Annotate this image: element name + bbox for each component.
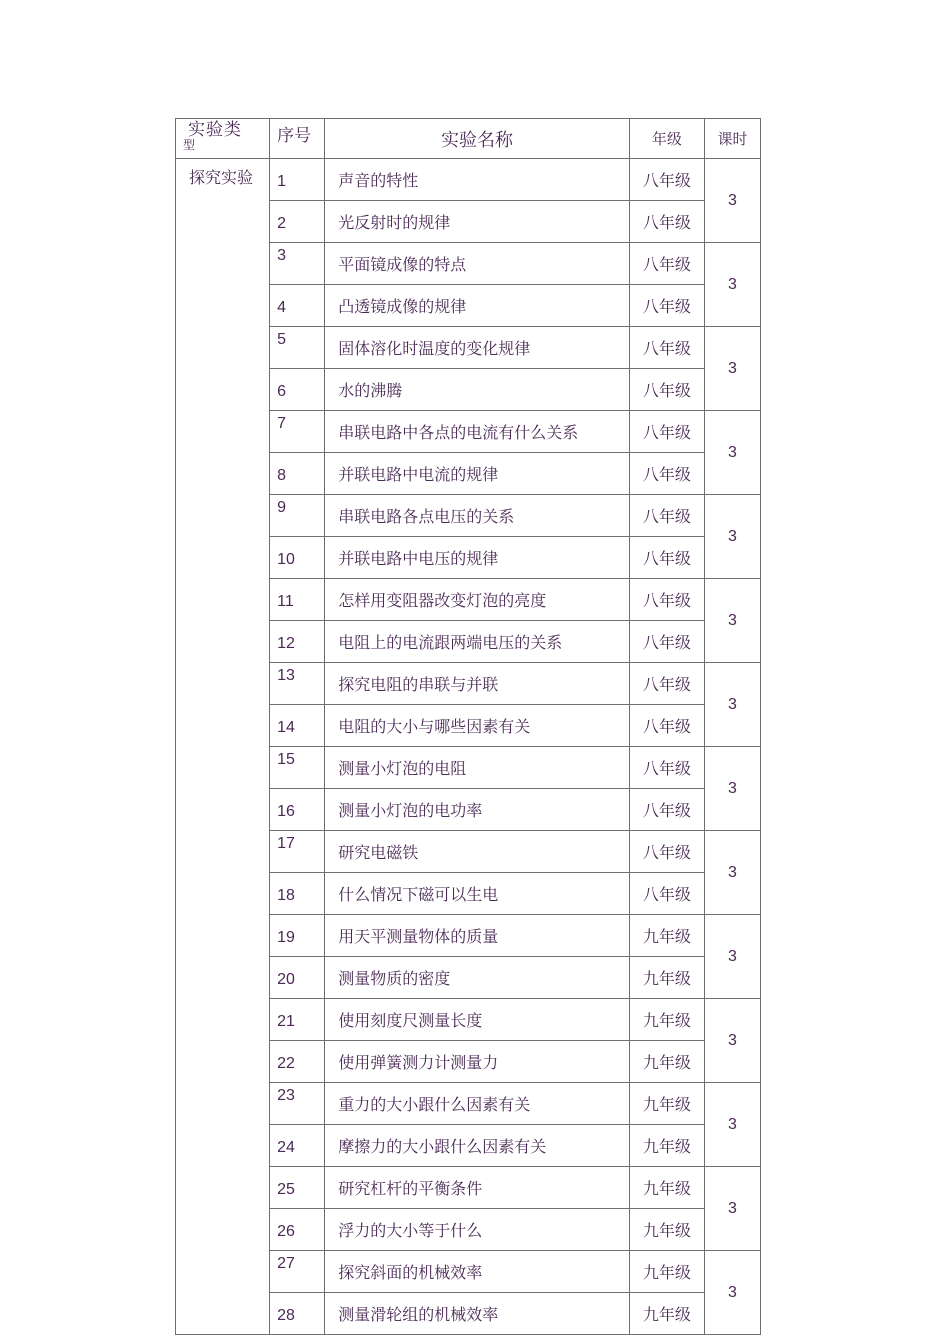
- hours-cell: 3: [704, 159, 760, 243]
- experiment-name-cell: 用天平测量物体的质量: [325, 915, 630, 957]
- number-cell: 24: [270, 1125, 325, 1167]
- experiment-table: [175, 118, 761, 1335]
- number-cell: 3: [270, 243, 325, 285]
- grade-cell: 八年级: [629, 621, 704, 663]
- grade-cell: 八年级: [629, 537, 704, 579]
- experiment-name-cell: 什么情况下磁可以生电: [325, 873, 630, 915]
- header-hours: 课时: [704, 119, 760, 159]
- number-cell: 14: [270, 705, 325, 747]
- header-category: [176, 119, 270, 159]
- grade-cell: 九年级: [629, 1083, 704, 1125]
- grade-cell: 八年级: [629, 705, 704, 747]
- number-cell: 12: [270, 621, 325, 663]
- grade-cell: 九年级: [629, 1209, 704, 1251]
- number-cell: 19: [270, 915, 325, 957]
- experiment-name-cell: 使用刻度尺测量长度: [325, 999, 630, 1041]
- experiment-name-cell: 光反射时的规律: [325, 201, 630, 243]
- number-cell: 5: [270, 327, 325, 369]
- experiment-name-cell: 声音的特性: [325, 159, 630, 201]
- experiment-name-cell: 研究杠杆的平衡条件: [325, 1167, 630, 1209]
- number-cell: 25: [270, 1167, 325, 1209]
- experiment-name-cell: 浮力的大小等于什么: [325, 1209, 630, 1251]
- grade-cell: 八年级: [629, 243, 704, 285]
- grade-cell: 八年级: [629, 201, 704, 243]
- header-name: 实验名称: [325, 119, 630, 159]
- grade-cell: 八年级: [629, 285, 704, 327]
- grade-cell: 九年级: [629, 999, 704, 1041]
- header-number: 序号: [270, 119, 325, 159]
- grade-cell: 八年级: [629, 663, 704, 705]
- experiment-name-cell: 固体溶化时温度的变化规律: [325, 327, 630, 369]
- hours-cell: 3: [704, 915, 760, 999]
- experiment-name-cell: 并联电路中电流的规律: [325, 453, 630, 495]
- number-cell: 21: [270, 999, 325, 1041]
- number-cell: 11: [270, 579, 325, 621]
- hours-cell: 3: [704, 243, 760, 327]
- hours-cell: 3: [704, 327, 760, 411]
- hours-cell: 3: [704, 831, 760, 915]
- number-cell: 10: [270, 537, 325, 579]
- number-cell: 22: [270, 1041, 325, 1083]
- grade-cell: 八年级: [629, 495, 704, 537]
- hours-cell: 3: [704, 999, 760, 1083]
- number-cell: 16: [270, 789, 325, 831]
- grade-cell: 八年级: [629, 159, 704, 201]
- experiment-table-container: [175, 118, 761, 1335]
- experiment-name-cell: 探究斜面的机械效率: [325, 1251, 630, 1293]
- grade-cell: 九年级: [629, 1251, 704, 1293]
- number-cell: 15: [270, 747, 325, 789]
- header-grade: 年级: [629, 119, 704, 159]
- number-cell: 18: [270, 873, 325, 915]
- header-category-label-wrap: 型: [183, 138, 196, 152]
- grade-cell: 八年级: [629, 747, 704, 789]
- hours-cell: 3: [704, 1167, 760, 1251]
- header-category-label: 实验类: [188, 120, 242, 140]
- experiment-name-cell: 测量小灯泡的电功率: [325, 789, 630, 831]
- experiment-name-cell: 平面镜成像的特点: [325, 243, 630, 285]
- number-cell: 9: [270, 495, 325, 537]
- experiment-name-cell: 摩擦力的大小跟什么因素有关: [325, 1125, 630, 1167]
- number-cell: 8: [270, 453, 325, 495]
- grade-cell: 九年级: [629, 1041, 704, 1083]
- experiment-name-cell: 测量滑轮组的机械效率: [325, 1293, 630, 1335]
- number-cell: 6: [270, 369, 325, 411]
- table-header-row: [176, 119, 761, 159]
- grade-cell: 八年级: [629, 327, 704, 369]
- category-cell: 探究实验: [176, 159, 270, 1335]
- hours-cell: 3: [704, 663, 760, 747]
- experiment-name-cell: 怎样用变阻器改变灯泡的亮度: [325, 579, 630, 621]
- grade-cell: 八年级: [629, 579, 704, 621]
- hours-cell: 3: [704, 1083, 760, 1167]
- grade-cell: 九年级: [629, 915, 704, 957]
- experiment-name-cell: 研究电磁铁: [325, 831, 630, 873]
- grade-cell: 九年级: [629, 1293, 704, 1335]
- number-cell: 28: [270, 1293, 325, 1335]
- hours-cell: 3: [704, 411, 760, 495]
- grade-cell: 八年级: [629, 411, 704, 453]
- hours-cell: 3: [704, 747, 760, 831]
- grade-cell: 九年级: [629, 957, 704, 999]
- number-cell: 23: [270, 1083, 325, 1125]
- hours-cell: 3: [704, 495, 760, 579]
- grade-cell: 九年级: [629, 1125, 704, 1167]
- experiment-name-cell: 串联电路中各点的电流有什么关系: [325, 411, 630, 453]
- number-cell: 17: [270, 831, 325, 873]
- hours-cell: 3: [704, 1251, 760, 1335]
- grade-cell: 八年级: [629, 831, 704, 873]
- experiment-name-cell: 重力的大小跟什么因素有关: [325, 1083, 630, 1125]
- number-cell: 26: [270, 1209, 325, 1251]
- number-cell: 13: [270, 663, 325, 705]
- grade-cell: 八年级: [629, 369, 704, 411]
- experiment-name-cell: 使用弹簧测力计测量力: [325, 1041, 630, 1083]
- grade-cell: 八年级: [629, 873, 704, 915]
- grade-cell: 八年级: [629, 453, 704, 495]
- experiment-name-cell: 凸透镜成像的规律: [325, 285, 630, 327]
- experiment-name-cell: 测量小灯泡的电阻: [325, 747, 630, 789]
- experiment-name-cell: 并联电路中电压的规律: [325, 537, 630, 579]
- number-cell: 4: [270, 285, 325, 327]
- experiment-name-cell: 探究电阻的串联与并联: [325, 663, 630, 705]
- hours-cell: 3: [704, 579, 760, 663]
- experiment-name-cell: 测量物质的密度: [325, 957, 630, 999]
- experiment-name-cell: 串联电路各点电压的关系: [325, 495, 630, 537]
- table-row: [176, 159, 761, 201]
- number-cell: 20: [270, 957, 325, 999]
- number-cell: 27: [270, 1251, 325, 1293]
- grade-cell: 九年级: [629, 1167, 704, 1209]
- experiment-name-cell: 电阻上的电流跟两端电压的关系: [325, 621, 630, 663]
- grade-cell: 八年级: [629, 789, 704, 831]
- number-cell: 1: [270, 159, 325, 201]
- experiment-name-cell: 水的沸腾: [325, 369, 630, 411]
- experiment-name-cell: 电阻的大小与哪些因素有关: [325, 705, 630, 747]
- number-cell: 2: [270, 201, 325, 243]
- number-cell: 7: [270, 411, 325, 453]
